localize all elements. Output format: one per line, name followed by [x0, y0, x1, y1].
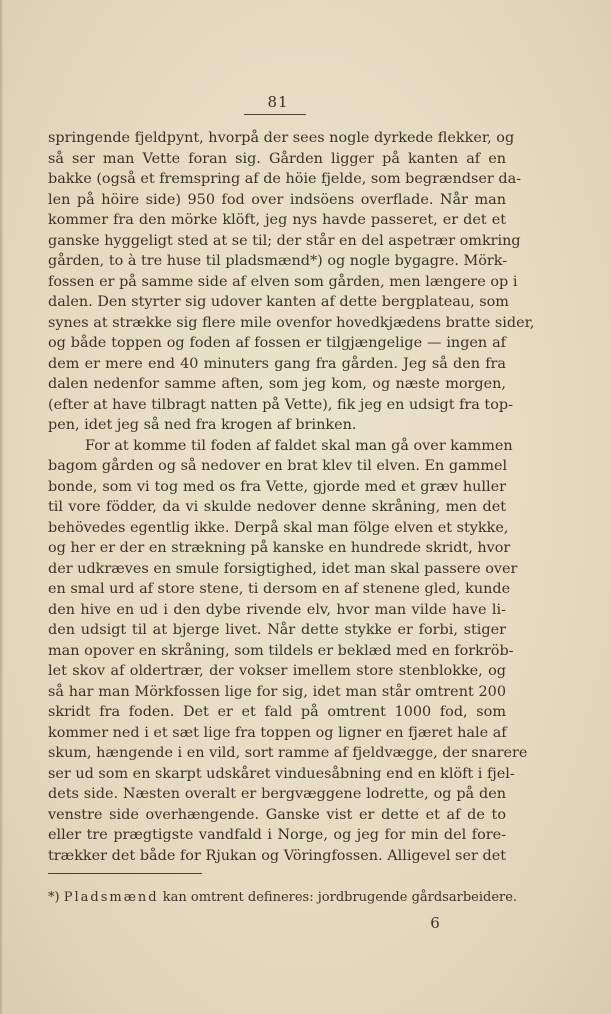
text-line: fossen er på samme side af elven som gården, men længere op i [48, 273, 518, 290]
text-line: den hive en ud i den dybe rivende elv, hvor man vilde have li- [48, 601, 506, 618]
text-line: venstre side overhængende. Ganske vist er dette et af de to [48, 806, 506, 823]
text-line: ganske hyggeligt sted at se til; der står en del aspetrær omkring [48, 232, 521, 249]
text-line: (efter at have tilbragt natten på Vette), fik jeg en udsigt fra top- [48, 396, 513, 413]
text-line: ser ud som en skarpt udskåret vinduesåbning end en klöft i fjel- [48, 765, 515, 782]
text-line: skridt fra foden. Det er et fald på omtrent 1000 fod, som [48, 704, 506, 720]
text-line: dets side. Næsten overalt er bergvæggene lodrette, og på den [48, 786, 506, 802]
text-line: dem er mere end 40 minuters gang fra gården. Jeg så den fra [48, 355, 506, 372]
text-line: dalen. Den styrter sig udover kanten af dette bergplateau, som [48, 294, 509, 310]
signature-mark: 6 [430, 914, 440, 932]
footnote-marker: *) [48, 890, 60, 905]
text-line: så ser man Vette foran sig. Gården ligger på kanten af en [48, 150, 506, 167]
text-line: en smal urd af store stene, ti dersom en af stenene gled, kunde [48, 581, 511, 597]
text-line: skum, hængende i en vild, sort ramme af fjeldvægge, der snarere [48, 745, 528, 761]
text-line: så har man Mörkfossen lige for sig, idet man står omtrent 200 [48, 683, 506, 700]
text-line: eller tre prægtigste vandfald i Norge, og jeg for min del fore- [48, 827, 506, 843]
header-rule [244, 114, 306, 115]
text-line: gården, to à tre huse til pladsmænd*) og nogle bygagre. Mörk- [48, 253, 508, 269]
body-text [48, 128, 535, 866]
text-line: kommer fra den mörke klöft, jeg nys havde passeret, er det et [48, 212, 506, 228]
text-line: behövedes egentlig ikke. Derpå skal man fölge elven et stykke, [48, 519, 509, 536]
text-line: til vore födder, da vi skulde nedover denne skråning, men det [48, 499, 506, 515]
footnote-term: Pladsmænd [63, 890, 159, 905]
footnote [48, 889, 518, 907]
text-line: den udsigt til at bjerge livet. Når dette stykke er forbi, stiger [48, 622, 506, 638]
text-line: len på höire side) 950 fod over indsöens overflade. Når man [48, 191, 506, 208]
text-line: dalen nedenfor samme aften, som jeg kom, og næste morgen, [48, 376, 506, 392]
text-line: trækker det både for Rjukan og Vöringfossen. Alligevel ser det [48, 847, 506, 864]
text-line: bonde, som vi tog med os fra Vette, gjorde med et græv huller [48, 478, 506, 495]
text-line: let skov af oldertrær, der vokser imellem store stenblokke, og [48, 663, 506, 679]
text-line: bakke (også et fremspring af de höie fjelde, som begrændser da- [48, 171, 522, 187]
text-line: man opover en skråning, som tildels er beklæd med en forkröb- [48, 642, 514, 659]
text-line: og både toppen og foden af fossen er tilgjængelige — ingen af [48, 335, 506, 351]
text-line: pen, idet jeg så ned fra krogen af brinken. [48, 417, 357, 433]
footnote-rule [48, 873, 202, 874]
text-line: For at komme til foden af faldet skal man gå over kammen [85, 437, 513, 454]
text-line: kommer ned i et sæt lige fra toppen og ligner en fjæret hale af [48, 724, 507, 741]
footnote-text: kan omtrent defineres: jordbrugende gårdsarbeidere. [162, 890, 518, 905]
text-line: springende fjeldpynt, hvorpå der sees nogle dyrkede flekker, og [48, 130, 515, 146]
text-line: og her er der en strækning på kanske en hundrede skridt, hvor [48, 540, 511, 556]
text-line: bagom gården og så nedover en brat klev til elven. En gammel [48, 458, 508, 474]
text-line: synes at strække sig flere mile ovenfor hovedkjædens bratte sider, [48, 314, 535, 331]
page-edge [0, 0, 4, 1014]
text-line: der udkræves en smule forsigtighed, idet man skal passere over [48, 560, 518, 577]
page-number: 81 [267, 93, 289, 111]
